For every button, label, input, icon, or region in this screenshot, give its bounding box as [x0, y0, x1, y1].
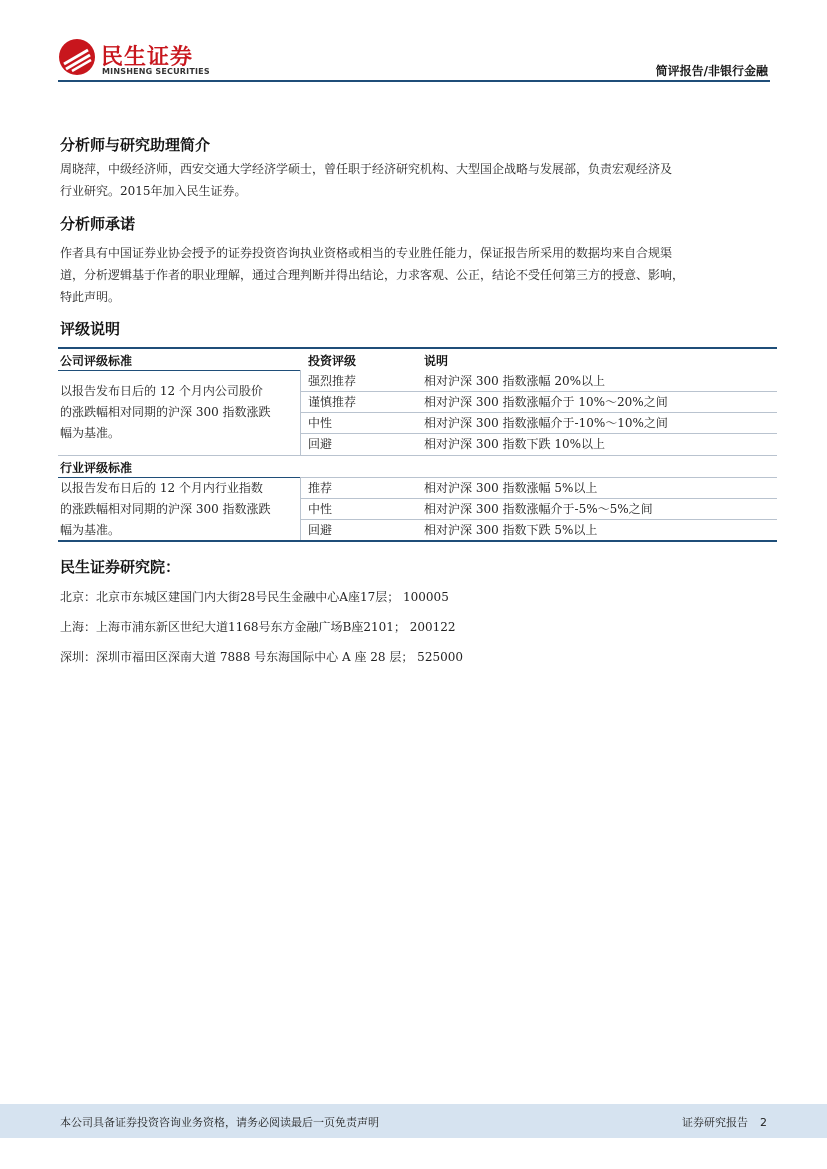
industry-basis-line: 以报告发布日后的 12 个月内行业指数 — [60, 481, 263, 495]
industry-rating-basis — [60, 478, 296, 541]
rating-heading: 评级说明 — [60, 320, 121, 338]
industry-rating-avoid: 回避 — [308, 523, 333, 537]
company-basis-line: 的涨跌幅相对同期的沪深 300 指数涨跌 — [60, 405, 271, 419]
page-number: 2 — [760, 1116, 767, 1129]
company-col-divider — [300, 370, 301, 456]
report-category: 简评报告/非银行金融 — [655, 64, 768, 78]
company-basis-line: 幅为基准。 — [60, 426, 121, 440]
institute-heading: 民生证券研究院： — [60, 558, 181, 576]
rating-cautious-buy-desc: 相对沪深 300 指数涨幅介于 10%～20%之间 — [424, 395, 668, 409]
analyst-intro-line: 行业研究。2015年加入民生证券。 — [60, 184, 247, 198]
rating-avoid: 回避 — [308, 437, 333, 451]
row-divider — [300, 391, 777, 392]
rating-strong-buy: 强烈推荐 — [308, 374, 357, 388]
minsheng-logo-icon — [58, 38, 96, 76]
company-rating-basis — [60, 381, 296, 444]
row-divider — [300, 412, 777, 413]
analyst-intro-line: 周晓萍，中级经济师，西安交通大学经济学硕士，曾任职于经济研究机构、大型国企战略与发展部，负责宏观经济及 — [60, 162, 673, 176]
industry-rating-neutral-desc: 相对沪深 300 指数涨幅介于-5%～5%之间 — [424, 502, 653, 516]
footer-doc-type: 证券研究报告 — [682, 1116, 748, 1129]
footer-meta — [670, 1114, 767, 1130]
company-logo — [58, 36, 218, 80]
industry-rating-buy: 推荐 — [308, 481, 333, 495]
company-basis-line: 以报告发布日后的 12 个月内公司股价 — [60, 384, 263, 398]
commitment-heading: 分析师承诺 — [60, 215, 136, 233]
analyst-intro-text — [60, 158, 772, 202]
rating-strong-buy-desc: 相对沪深 300 指数涨幅 20%以上 — [424, 374, 606, 388]
section-divider — [58, 455, 777, 456]
address-beijing: 北京：北京市东城区建国门内大街28号民生金融中心A座17层； 100005 — [60, 590, 449, 604]
analyst-intro-heading: 分析师与研究助理简介 — [60, 136, 211, 154]
page-footer — [0, 1104, 827, 1138]
industry-rating-buy-desc: 相对沪深 300 指数涨幅 5%以上 — [424, 481, 598, 495]
industry-rating-avoid-desc: 相对沪深 300 指数下跌 5%以上 — [424, 523, 598, 537]
industry-col-divider — [300, 477, 301, 540]
logo-en-text: MINSHENG SECURITIES — [102, 67, 210, 76]
page-header — [58, 36, 770, 82]
industry-basis-line: 的涨跌幅相对同期的沪深 300 指数涨跌 — [60, 502, 271, 516]
company-header-rule — [58, 370, 300, 371]
commitment-line: 特此声明。 — [60, 290, 121, 304]
industry-basis-line: 幅为基准。 — [60, 523, 121, 537]
col-description: 说明 — [424, 354, 449, 368]
rating-neutral-desc: 相对沪深 300 指数涨幅介于-10%～10%之间 — [424, 416, 668, 430]
row-divider — [300, 498, 777, 499]
rating-cautious-buy: 谨慎推荐 — [308, 395, 357, 409]
row-divider — [300, 433, 777, 434]
industry-rating-neutral: 中性 — [308, 502, 333, 516]
footer-disclaimer: 本公司具备证券投资咨询业务资格，请务必阅读最后一页免责声明 — [60, 1116, 379, 1129]
commitment-line: 道，分析逻辑基于作者的职业理解，通过合理判断并得出结论，力求客观、公正，结论不受任何第三方的授意、影响， — [60, 268, 685, 282]
rating-neutral: 中性 — [308, 416, 333, 430]
table-bottom-rule — [58, 540, 777, 542]
row-divider — [300, 519, 777, 520]
commitment-line: 作者具有中国证券业协会授予的证券投资咨询执业资格或相当的专业胜任能力，保证报告所采用的数据均来自合规渠 — [60, 246, 673, 260]
commitment-text — [60, 242, 772, 308]
rating-avoid-desc: 相对沪深 300 指数下跌 10%以上 — [424, 437, 606, 451]
col-industry-standard: 行业评级标准 — [60, 461, 133, 475]
header-divider — [58, 80, 770, 82]
table-top-rule — [58, 347, 777, 349]
row-divider — [300, 477, 777, 478]
address-shanghai: 上海：上海市浦东新区世纪大道1168号东方金融广场B座2101； 200122 — [60, 620, 456, 634]
address-shenzhen: 深圳：深圳市福田区深南大道 7888 号东海国际中心 A 座 28 层； 525000 — [60, 650, 463, 664]
col-investment-rating: 投资评级 — [308, 354, 357, 368]
col-company-standard: 公司评级标准 — [60, 354, 133, 368]
logo-cn-text: 民生证券 — [101, 45, 194, 70]
